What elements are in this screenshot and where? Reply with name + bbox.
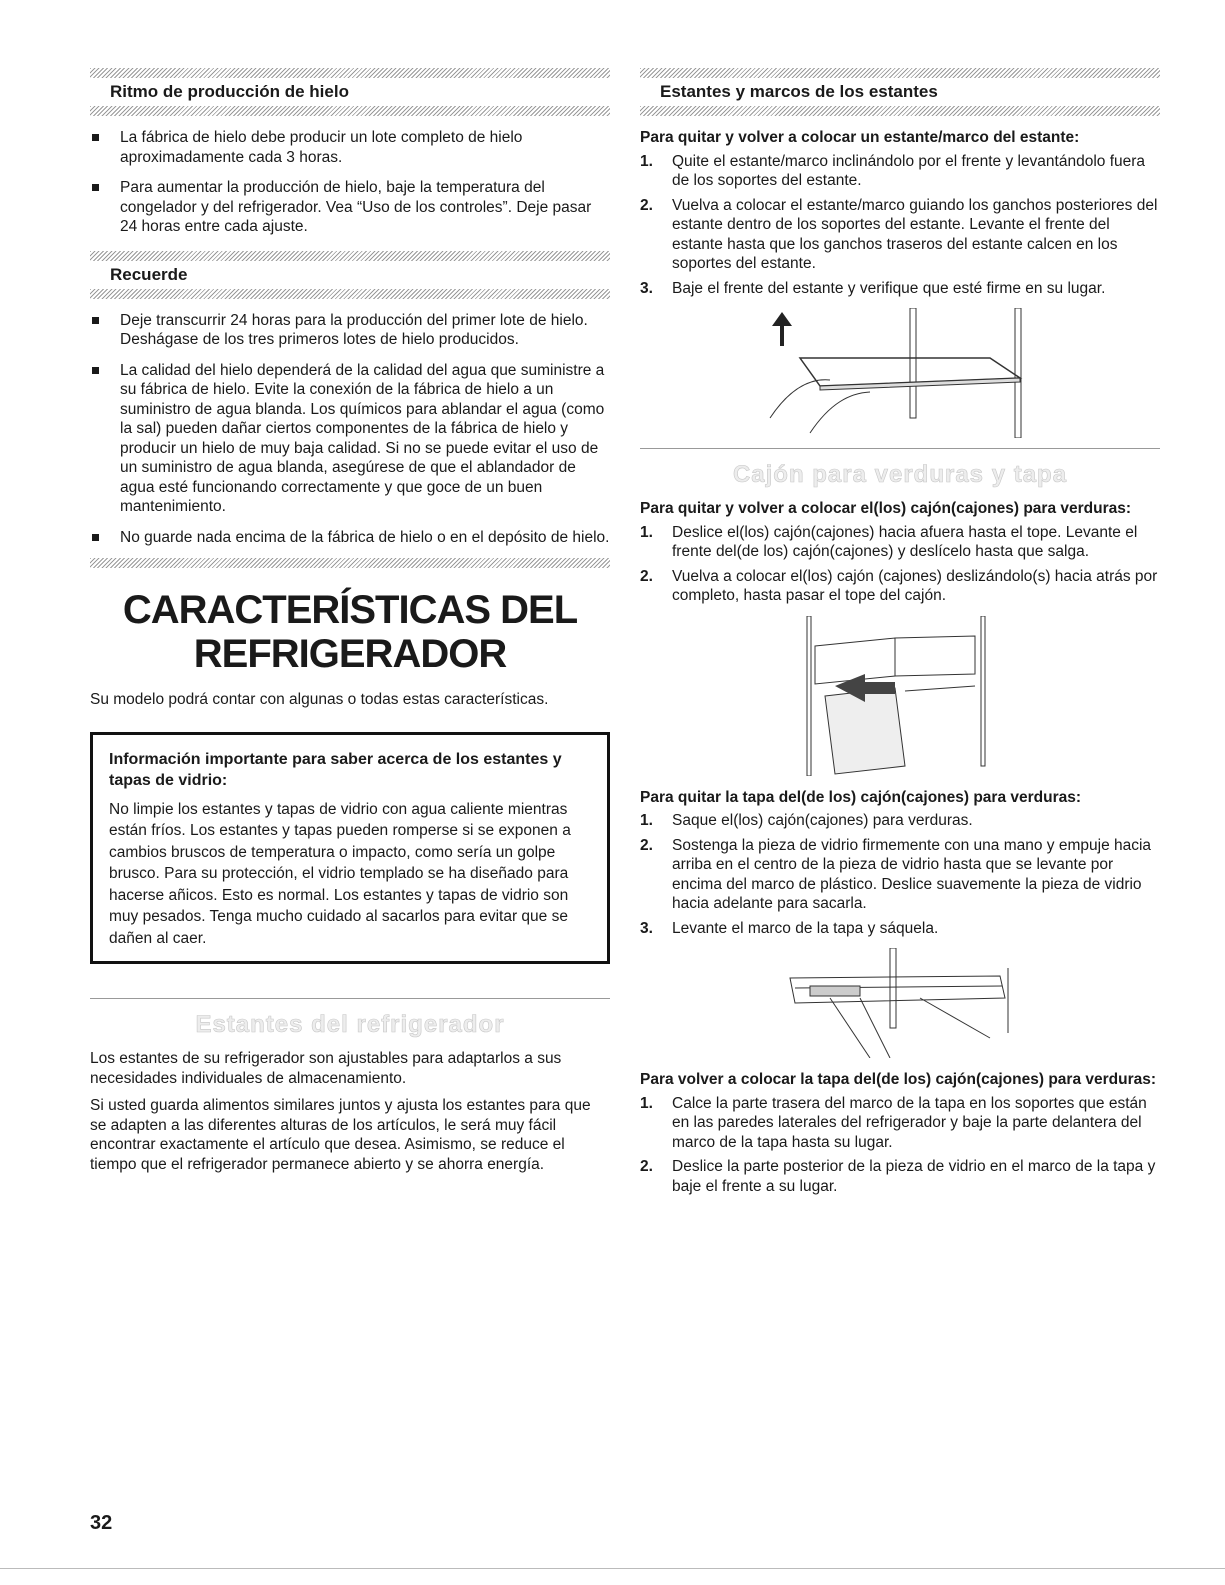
list-item: 1. Saque el(los) cajón(cajones) para verduras.: [640, 812, 973, 829]
features-intro: Su modelo podrá contar con algunas o todas estas características.: [90, 691, 549, 708]
section-divider: [640, 448, 1160, 449]
features-title: [90, 588, 610, 676]
cover-remove-heading: Para quitar la tapa del(de los) cajón(cajones) para verduras:: [640, 788, 1082, 806]
cover-replace-steps: [640, 1094, 1160, 1197]
page-number: 32: [90, 1512, 113, 1534]
list-item: La fábrica de hielo debe producir un lote completo de hielo aproximadamente cada 3 horas.: [90, 128, 610, 167]
ice-rate-list: [90, 128, 610, 237]
list-item: 2. Vuelva a colocar el(los) cajón (cajones) deslizándolo(s) hacia atrás por completo, hasta pasar el tope del cajón.: [640, 567, 1158, 604]
list-item: No guarde nada encima de la fábrica de hielo o en el depósito de hielo.: [90, 528, 610, 548]
cover-replace-heading: Para volver a colocar la tapa del(de los) cajón(cajones) para verduras:: [640, 1071, 1157, 1088]
ice-rate-heading: Ritmo de producción de hielo: [110, 82, 349, 101]
crisper-remove-heading: Para quitar y volver a colocar el(los) cajón(cajones) para verduras:: [640, 500, 1132, 517]
shelves-paragraph-2: Si usted guarda alimentos similares juntos y ajusta los estantes para que se adapten a las diferentes alturas de los artículos, le será muy fácil encontrar exactamente el artículo que desea. Asimismo, se reduce el tiempo que el refrigerador permanece abierto y se ahorra energía.: [90, 1097, 591, 1173]
up-arrow-icon: [772, 312, 792, 326]
crisper-remove-steps: [640, 523, 1160, 606]
list-item: 2. Sostenga la pieza de vidrio firmemente con una mano y empuje hacia arriba en el centro de la pieza de vidrio hasta que se levante por encima del marco de plástico. Deslice suavemente la pieza de vidrio hacia adelante para sacarla.: [640, 836, 1152, 912]
glass-warning-text: No limpie los estantes y tapas de vidrio con agua caliente mientras están fríos. Los estantes y tapas pueden romperse si se exponen a cambios bruscos de temperatura o impacto, como sería un golpe brusco. Para su protección, el vidrio templado se ha diseñado para hacerse añicos. Esto es normal. Los estantes y tapas de vidrio son muy pesados. Tenga mucho cuidado al sacarlos para evitar que se dañen al caer.: [109, 800, 571, 947]
list-item: 3. Levante el marco de la tapa y sáquela.: [640, 919, 939, 937]
list-item: Deje transcurrir 24 horas para la producción del primer lote de hielo. Deshágase de los tres primeros lotes de hielo producidos.: [90, 311, 610, 350]
page-bottom-rule: [0, 1568, 1225, 1569]
features-title-line1: CARACTERÍSTICAS DEL: [122, 588, 578, 632]
shelf-removal-illustration: [760, 308, 1040, 438]
list-item: 2. Deslice la parte posterior de la pieza de vidrio en el marco de la tapa y baje el frente a su lugar.: [640, 1158, 1156, 1195]
list-item: 1. Quite el estante/marco inclinándolo por el frente y levantándolo fuera de los soportes del estante.: [640, 152, 1146, 189]
list-item: 3. Baje el frente del estante y verifique que esté firme en su lugar.: [640, 279, 1106, 297]
right-column: [640, 68, 1160, 1204]
shelf-frames-heading: Estantes y marcos de los estantes: [660, 82, 938, 101]
shelf-instructions-heading: Para quitar y volver a colocar un estante/marco del estante:: [640, 129, 1080, 146]
section-divider: [90, 998, 610, 999]
crisper-cover-illustration: [780, 948, 1020, 1058]
shelves-title: Estantes del refrigerador: [195, 1011, 505, 1038]
section-divider: [90, 251, 610, 261]
left-column: [90, 68, 610, 1182]
list-item: La calidad del hielo dependerá de la calidad del agua que suministre a su fábrica de hielo. Evite la conexión de la fábrica de hielo a un suministro de agua blanda. Los químicos para ablandar el agua (como la sal) pueden dañar ciertos componentes de la fábrica de hielo y producir un hielo de muy baja calidad. Si no se puede evitar el uso de un suministro de agua blanda, asegúrese de que el ablandador de agua esté funcionando correctamente y que goce de un buen mantenimiento.: [90, 361, 610, 517]
remember-heading: Recuerde: [110, 264, 188, 284]
list-item: Para aumentar la producción de hielo, baje la temperatura del congelador y del refrigerador. Vea “Uso de los controles”. Deje pasar 24 horas entre cada ajuste.: [90, 178, 610, 237]
crisper-title: Cajón para verduras y tapa: [732, 461, 1068, 488]
shelves-paragraph-1: Los estantes de su refrigerador son ajustables para adaptarlos a sus necesidades individuales de almacenamiento.: [90, 1050, 562, 1087]
section-divider: [640, 68, 1160, 78]
section-divider: [90, 558, 610, 568]
section-divider: [90, 106, 610, 116]
section-divider: [640, 106, 1160, 116]
section-divider: [90, 289, 610, 299]
list-item: 2. Vuelva a colocar el estante/marco guiando los ganchos posteriores del estante dentro de los soportes del estante. Levante el frente del estante hasta que los ganchos traseros del estante calcen en los soportes del estante.: [640, 196, 1158, 272]
glass-warning-box: [90, 732, 610, 965]
glass-warning-heading: Información importante para saber acerca de los estantes y tapas de vidrio:: [109, 750, 562, 789]
remember-list: [90, 311, 610, 548]
section-divider: [90, 68, 610, 78]
cover-remove-steps: [640, 811, 1160, 938]
list-item: 1. Calce la parte trasera del marco de la tapa en los soportes que están en las paredes laterales del refrigerador y baje la parte delantera del marco de la tapa hasta su lugar.: [640, 1094, 1147, 1151]
crisper-drawer-illustration: [795, 616, 1005, 776]
list-item: 1. Deslice el(los) cajón(cajones) hacia afuera hasta el tope. Levante el frente del(de los) cajón(cajones) y deslícelo hasta que salga.: [640, 523, 1138, 560]
shelf-steps: [640, 152, 1160, 299]
features-title-line2: REFRIGERADOR: [193, 632, 507, 676]
